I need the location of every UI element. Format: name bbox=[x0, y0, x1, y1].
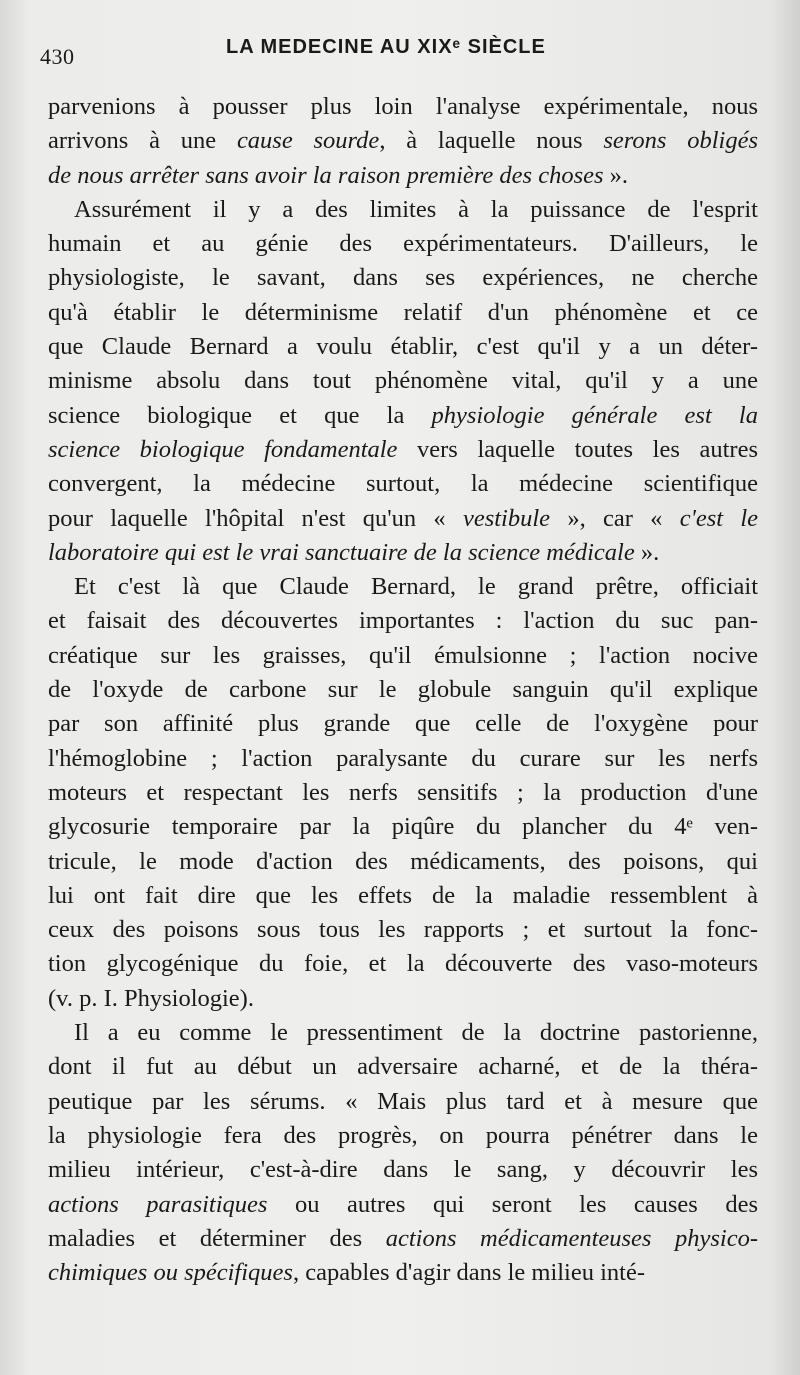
text-line: arrivons à une cause sourde, à laquelle nous serons obligés bbox=[48, 127, 758, 155]
italic-text: actions parasitiques bbox=[48, 1190, 268, 1218]
paragraph bbox=[48, 570, 758, 1016]
text-line: créatique sur les graisses, qu'il émulsionne ; l'action nocive bbox=[48, 641, 758, 669]
italic-text: c'est le bbox=[679, 504, 758, 532]
italic-text: laboratoire qui est le vrai sanctuaire de la science médicale bbox=[48, 538, 635, 566]
text-line: de nous arrêter sans avoir la raison première des choses ». bbox=[48, 161, 629, 189]
text-line: physiologiste, le savant, dans ses expériences, ne cherche bbox=[48, 264, 758, 292]
text-line: maladies et déterminer des actions médicamenteuses physico- bbox=[48, 1224, 758, 1252]
text-line: Et c'est là que Claude Bernard, le grand prêtre, officiait bbox=[74, 573, 758, 601]
text-line: minisme absolu dans tout phénomène vital, qu'il y a une bbox=[48, 367, 758, 395]
text-line: par son affinité plus grande que celle de l'oxygène pour bbox=[48, 710, 758, 738]
paragraph bbox=[48, 90, 758, 193]
text-line: laboratoire qui est le vrai sanctuaire de la science médicale ». bbox=[48, 538, 660, 566]
text-line: Assurément il y a des limites à la puissance de l'esprit bbox=[74, 195, 758, 223]
text-line: Il a eu comme le pressentiment de la doctrine pastorienne, bbox=[74, 1019, 758, 1047]
text-line: de l'oxyde de carbone sur le globule sanguin qu'il explique bbox=[48, 676, 758, 704]
paragraph bbox=[48, 1016, 758, 1290]
text-line: humain et au génie des expérimentateurs. D'ailleurs, le bbox=[48, 230, 758, 258]
italic-text: chimiques ou spécifiques bbox=[48, 1259, 293, 1287]
italic-text: actions médicamenteuses physico- bbox=[385, 1224, 758, 1252]
text-line: la physiologie fera des progrès, on pourra pénétrer dans le bbox=[48, 1121, 758, 1149]
italic-text: serons obligés bbox=[603, 127, 758, 155]
text-line: ceux des poisons sous tous les rapports ; et surtout la fonc- bbox=[48, 916, 758, 944]
italic-text: vestibule bbox=[462, 504, 551, 532]
text-line: science biologique fondamentale vers laquelle toutes les autres bbox=[48, 435, 758, 463]
italic-text: physiologie générale est la bbox=[431, 401, 758, 429]
text-line: glycosurie temporaire par la piqûre du plancher du 4ᵉ ven- bbox=[48, 813, 758, 841]
page-header bbox=[36, 34, 766, 74]
italic-text: science biologique fondamentale bbox=[48, 435, 398, 463]
text-line: convergent, la médecine surtout, la médecine scientifique bbox=[48, 470, 758, 498]
page-number: 430 bbox=[40, 44, 75, 69]
text-line: (v. p. I. Physiologie). bbox=[48, 984, 254, 1012]
text-line: qu'à établir le déterminisme relatif d'un phénomène et ce bbox=[48, 298, 758, 326]
text-line: l'hémoglobine ; l'action paralysante du curare sur les nerfs bbox=[48, 744, 758, 772]
text-line: peutique par les sérums. « Mais plus tard et à mesure que bbox=[48, 1087, 758, 1115]
text-line: tricule, le mode d'action des médicaments, des poisons, qui bbox=[48, 847, 758, 875]
running-title: LA MEDECINE AU XIXᵉ SIÈCLE bbox=[226, 36, 546, 58]
italic-text: de nous arrêter sans avoir la raison première des choses bbox=[48, 161, 604, 189]
text-line: milieu intérieur, c'est-à-dire dans le sang, y découvrir les bbox=[48, 1156, 758, 1184]
text-line: et faisait des découvertes importantes : l'action du suc pan- bbox=[48, 607, 758, 635]
text-line: que Claude Bernard a voulu établir, c'est qu'il y a un déter- bbox=[48, 333, 758, 361]
text-line: pour laquelle l'hôpital n'est qu'un « vestibule », car « c'est le bbox=[48, 504, 758, 532]
paragraph bbox=[48, 193, 758, 570]
text-line: moteurs et respectant les nerfs sensitifs ; la production d'une bbox=[48, 778, 758, 806]
italic-text: cause sourde bbox=[236, 127, 380, 155]
text-line: chimiques ou spécifiques, capables d'agir dans le milieu inté- bbox=[48, 1259, 646, 1287]
text-line: lui ont fait dire que les effets de la maladie ressemblent à bbox=[48, 881, 758, 909]
text-line: dont il fut au début un adversaire acharné, et de la théra- bbox=[48, 1053, 758, 1081]
text-line: parvenions à pousser plus loin l'analyse expérimentale, nous bbox=[48, 93, 758, 120]
text-line: tion glycogénique du foie, et la découverte des vaso-moteurs bbox=[48, 950, 758, 978]
text-line: actions parasitiques ou autres qui seront les causes des bbox=[48, 1190, 759, 1218]
body-text bbox=[48, 90, 758, 1290]
text-line: science biologique et que la physiologie générale est la bbox=[48, 401, 758, 429]
